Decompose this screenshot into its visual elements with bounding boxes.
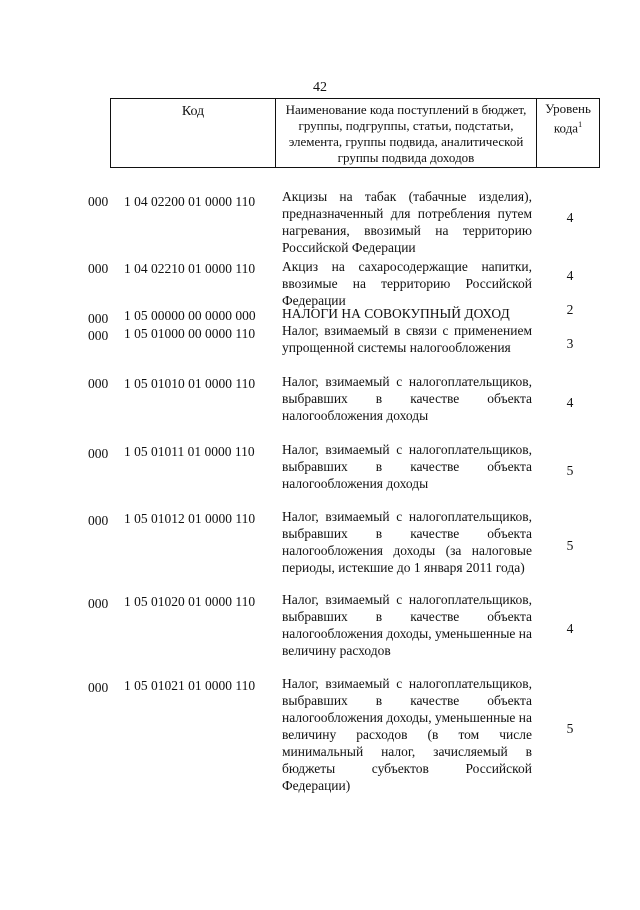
code-level: 5 (566, 463, 574, 478)
admin-code: 000 (88, 513, 109, 528)
admin-code: 000 (88, 328, 109, 343)
income-name: Налог, взимаемый с налогоплательщиков, выбравших в качестве объекта налогообложения доходы (282, 374, 532, 423)
admin-code: 000 (88, 261, 109, 276)
income-name: Налог, взимаемый в связи с применением упрощенной системы налогообложения (282, 323, 532, 355)
income-name: Налог, взимаемый с налогоплательщиков, выбравших в качестве объекта налогообложения доходы (282, 442, 532, 491)
income-name: Акцизы на табак (табачные изделия), предназначенный для потребления путем нагревания, ввозимый на территорию Российской Федерации (282, 189, 532, 255)
header-name-label: Наименование кода поступлений в бюджет, группы, подгруппы, статьи, подстатьи, элемента, группы подвида, аналитической группы подвида доходов (285, 102, 527, 165)
code-level: 4 (566, 621, 574, 636)
code-level: 3 (566, 336, 574, 351)
code-level: 4 (566, 268, 574, 283)
income-code: 1 05 01021 01 0000 110 (124, 678, 256, 693)
code-level: 4 (566, 210, 574, 225)
income-code: 1 05 01012 01 0000 110 (124, 511, 256, 526)
page-number: 42 (313, 80, 327, 95)
income-code: 1 05 00000 00 0000 000 (124, 308, 256, 323)
header-code-label: Код (181, 104, 205, 119)
header-level-wrap (537, 101, 599, 136)
code-level: 5 (566, 538, 574, 553)
header-level-cell (537, 99, 599, 167)
header-name-cell (276, 99, 537, 167)
income-name: НАЛОГИ НА СОВОКУПНЫЙ ДОХОД (282, 306, 510, 321)
admin-code: 000 (88, 194, 109, 209)
code-level: 2 (566, 302, 574, 317)
income-name: Акциз на сахаросодержащие напитки, ввозимые на территорию Российской Федерации (282, 259, 532, 308)
income-code: 1 05 01020 01 0000 110 (124, 594, 256, 609)
code-level: 5 (566, 721, 574, 736)
admin-code: 000 (88, 311, 109, 326)
income-name: Налог, взимаемый с налогоплательщиков, выбравших в качестве объекта налогообложения доходы, уменьшенные на величину расходов (в том числе минимальный налог, зачисляемый в бюджеты субъектов Российской Федерации) (282, 676, 532, 793)
income-name: Налог, взимаемый с налогоплательщиков, выбравших в качестве объекта налогообложения доходы, уменьшенные на величину расходов (282, 592, 532, 658)
admin-code: 000 (88, 680, 109, 695)
code-level: 4 (566, 395, 574, 410)
income-code: 1 05 01000 00 0000 110 (124, 326, 256, 341)
admin-code: 000 (88, 596, 109, 611)
income-code: 1 05 01011 01 0000 110 (124, 444, 255, 459)
table-header (110, 98, 600, 168)
income-code: 1 04 02210 01 0000 110 (124, 261, 256, 276)
header-code-cell (111, 99, 276, 167)
admin-code: 000 (88, 446, 109, 461)
header-level-label: Уровень кода (545, 101, 591, 136)
header-level-footnote: 1 (578, 120, 583, 129)
income-code: 1 04 02200 01 0000 110 (124, 194, 256, 209)
admin-code: 000 (88, 376, 109, 391)
income-name: Налог, взимаемый с налогоплательщиков, выбравших в качестве объекта налогообложения доходы (за налоговые периоды, истекшие до 1 января 2011 года) (282, 509, 532, 575)
income-code: 1 05 01010 01 0000 110 (124, 376, 256, 391)
